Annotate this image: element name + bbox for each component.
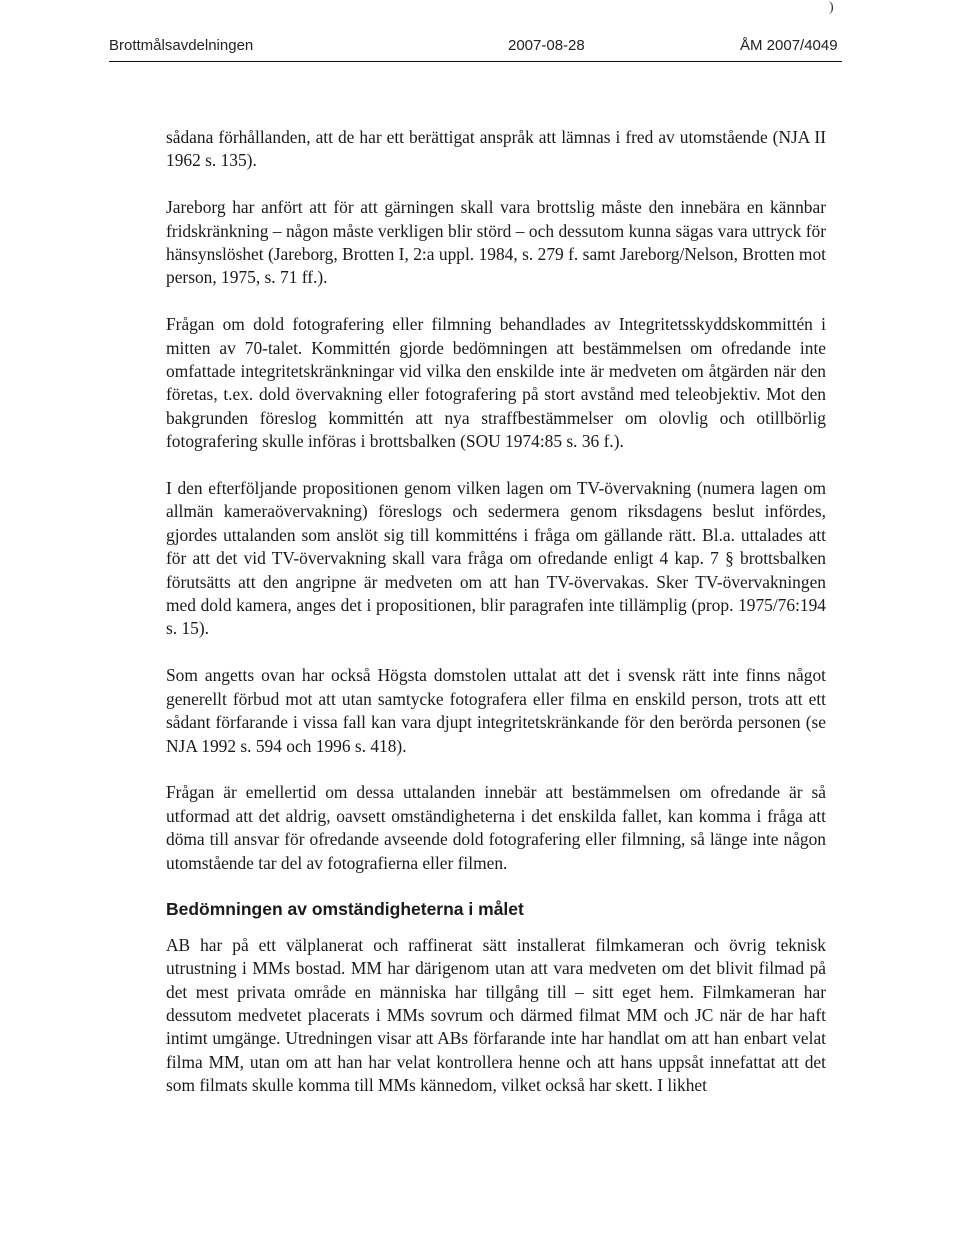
document-body xyxy=(166,126,826,1098)
section-heading: Bedömningen av omständigheterna i målet xyxy=(166,899,524,920)
corner-mark: ) xyxy=(829,0,834,15)
page-header xyxy=(0,35,960,59)
header-case-number: ÅM 2007/4049 xyxy=(740,37,838,54)
header-date: 2007-08-28 xyxy=(508,37,585,54)
paragraph: I den efterföljande propositionen genom vilken lagen om TV-övervakning (numera lagen om allmän kameraövervakning) föreslogs och sedermera genom riksdagens beslut infördes, gjordes uttalanden som anslöt sig till kommitténs i fråga om gällande rätt. Bl.a. uttalades att för att det vid TV-övervakning skall vara fråga om ofredande enligt 4 kap. 7 § brottsbalken förutsätts att den angripne är medveten om att han TV-övervakas. Sker TV-övervakningen med dold kamera, anges det i propositionen, blir paragrafen inte tillämplig (prop. 1975/76:194 s. 15). xyxy=(166,478,826,639)
paragraph: Som angetts ovan har också Högsta domstolen uttalat att det i svensk rätt inte finns något generellt förbud mot att utan samtycke fotografera eller filma en enskild person, trots att ett sådant förfarande i vissa fall kan vara djupt integritetskränkande för den berörda personen (se NJA 1992 s. 594 och 1996 s. 418). xyxy=(166,665,826,756)
paragraph: Frågan är emellertid om dessa uttalanden innebär att bestämmelsen om ofredande är så utformad att det aldrig, oavsett omständigheterna i det enskilda fallet, kan komma i fråga att döma till ansvar för ofredande avseende dold fotografering eller filmning, så länge inte någon utomstående tar del av fotografierna eller filmen. xyxy=(166,782,826,873)
paragraph: sådana förhållanden, att de har ett berättigat anspråk att lämnas i fred av utomstående (NJA II 1962 s. 135). xyxy=(166,127,826,171)
header-rule xyxy=(109,61,842,62)
paragraph: Frågan om dold fotografering eller filmning behandlades av Integritetsskyddskommittén i mitten av 70-talet. Kommittén gjorde bedömningen att bestämmelsen om ofredande inte omfattade integritetskränkningar vid vilka den enskilde inte är medveten om åtgärden när den företas, t.ex. dold övervakning eller fotografering på stort avstånd med teleobjektiv. Mot den bakgrunden föreslog kommittén att nya straffbestämmelser om olovlig och otillbörlig fotografering skulle införas i brottsbalken (SOU 1974:85 s. 36 f.). xyxy=(166,314,826,452)
paragraph: Jareborg har anfört att för att gärningen skall vara brottslig måste den innebära en kännbar fridskränkning – någon måste verkligen blir störd – och dessutom kunna sägas vara uttryck för hänsynslöshet (Jareborg, Brotten I, 2:a uppl. 1984, s. 279 f. samt Jareborg/Nelson, Brotten mot person, 1975, s. 71 ff.). xyxy=(166,197,826,288)
paragraph: AB har på ett välplanerat och raffinerat sätt installerat filmkameran och övrig teknisk utrustning i MMs bostad. MM har därigenom utan att vara medveten om det blivit filmad på det mest privata område en människa har tillgång till – sitt eget hem. Filmkameran har dessutom medvetet placerats i MMs sovrum och därmed filmat MM och JC när de har haft intimt umgänge. Utredningen visar att ABs förfarande inte har handlat om att han enbart velat filma MM, utan om att han har velat kontrollera henne och att hans uppsåt innefattat att det som filmats skulle komma till MMs kännedom, vilket också har skett. I likhet xyxy=(166,934,826,1096)
header-department: Brottmålsavdelningen xyxy=(109,37,254,54)
